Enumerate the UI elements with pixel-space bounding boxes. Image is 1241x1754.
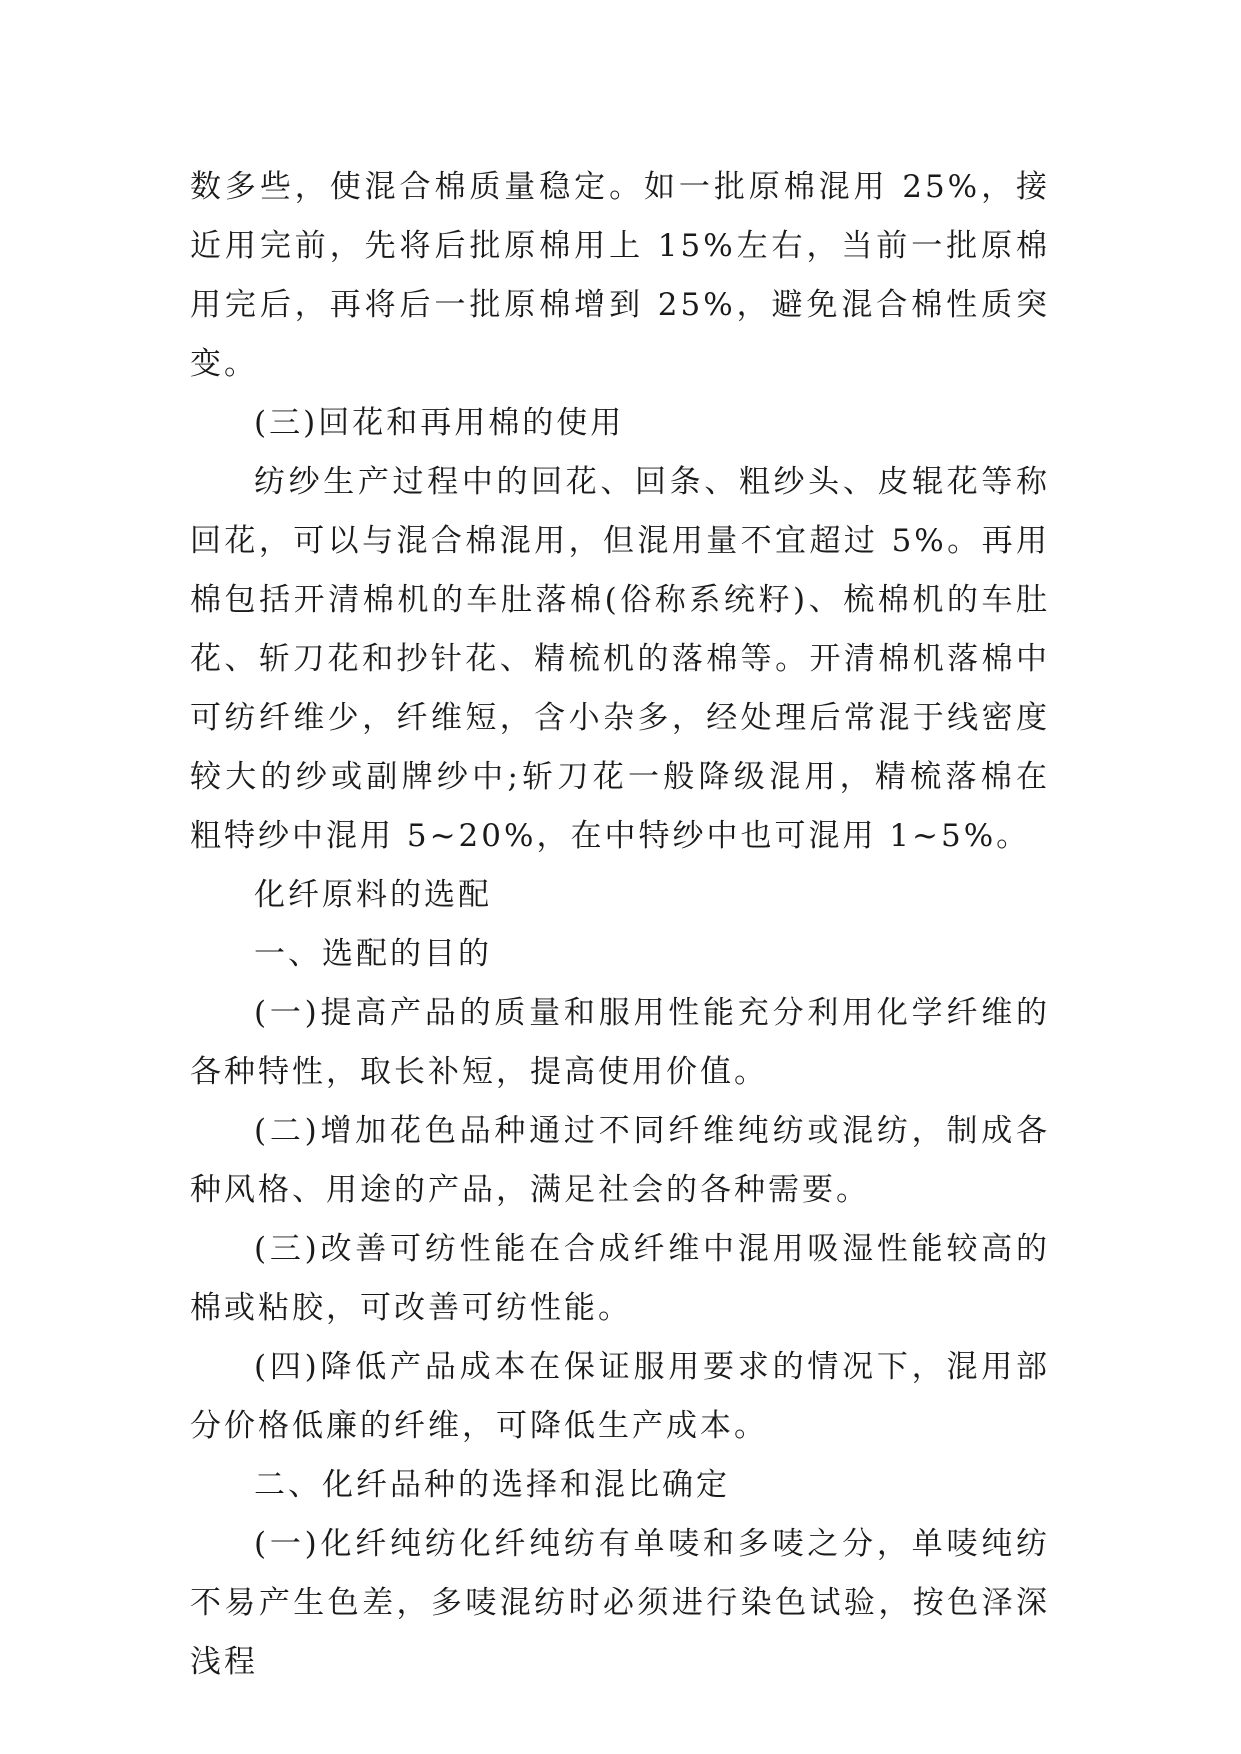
paragraph-purpose-3: (三)改善可纺性能在合成纤维中混用吸湿性能较高的棉或粘胶，可改善可纺性能。 <box>190 1231 1050 1326</box>
section-heading-recycled-cotton: (三)回花和再用棉的使用 <box>254 405 625 441</box>
section-heading-selection: 二、化纤品种的选择和混比确定 <box>254 1467 730 1503</box>
section-heading-chemical-fiber: 化纤原料的选配 <box>254 877 492 913</box>
paragraph-purpose-4: (四)降低产品成本在保证服用要求的情况下，混用部分价格低廉的纤维，可降低生产成本。 <box>190 1349 1050 1444</box>
paragraph-1: 数多些，使混合棉质量稳定。如一批原棉混用 25%，接近用完前，先将后批原棉用上 15%左右，当前一批原棉用完后，再将后一批原棉增到 25%，避免混合棉性质突变。 <box>190 169 1050 382</box>
paragraph-purpose-2: (二)增加花色品种通过不同纤维纯纺或混纺，制成各种风格、用途的产品，满足社会的各种需要。 <box>190 1113 1050 1208</box>
paragraph-selection-1: (一)化纤纯纺化纤纯纺有单唛和多唛之分，单唛纯纺不易产生色差，多唛混纺时必须进行染色试验，按色泽深浅程 <box>190 1526 1050 1680</box>
document-body <box>190 158 1050 1692</box>
paragraph-recycled-cotton: 纺纱生产过程中的回花、回条、粗纱头、皮辊花等称回花，可以与混合棉混用，但混用量不宜超过 5%。再用棉包括开清棉机的车肚落棉(俗称系统籽)、梳棉机的车肚花、斩刀花和抄针花、精梳机的落棉等。开清棉机落棉中可纺纤维少，纤维短，含小杂多，经处理后常混于线密度较大的纱或副牌纱中;斩刀花一般降级混用，精梳落棉在粗特纱中混用 5~20%，在中特纱中也可混用 1~5%。 <box>190 464 1050 854</box>
paragraph-purpose-1: (一)提高产品的质量和服用性能充分利用化学纤维的各种特性，取长补短，提高使用价值。 <box>190 995 1050 1090</box>
section-heading-purpose: 一、选配的目的 <box>254 936 492 972</box>
